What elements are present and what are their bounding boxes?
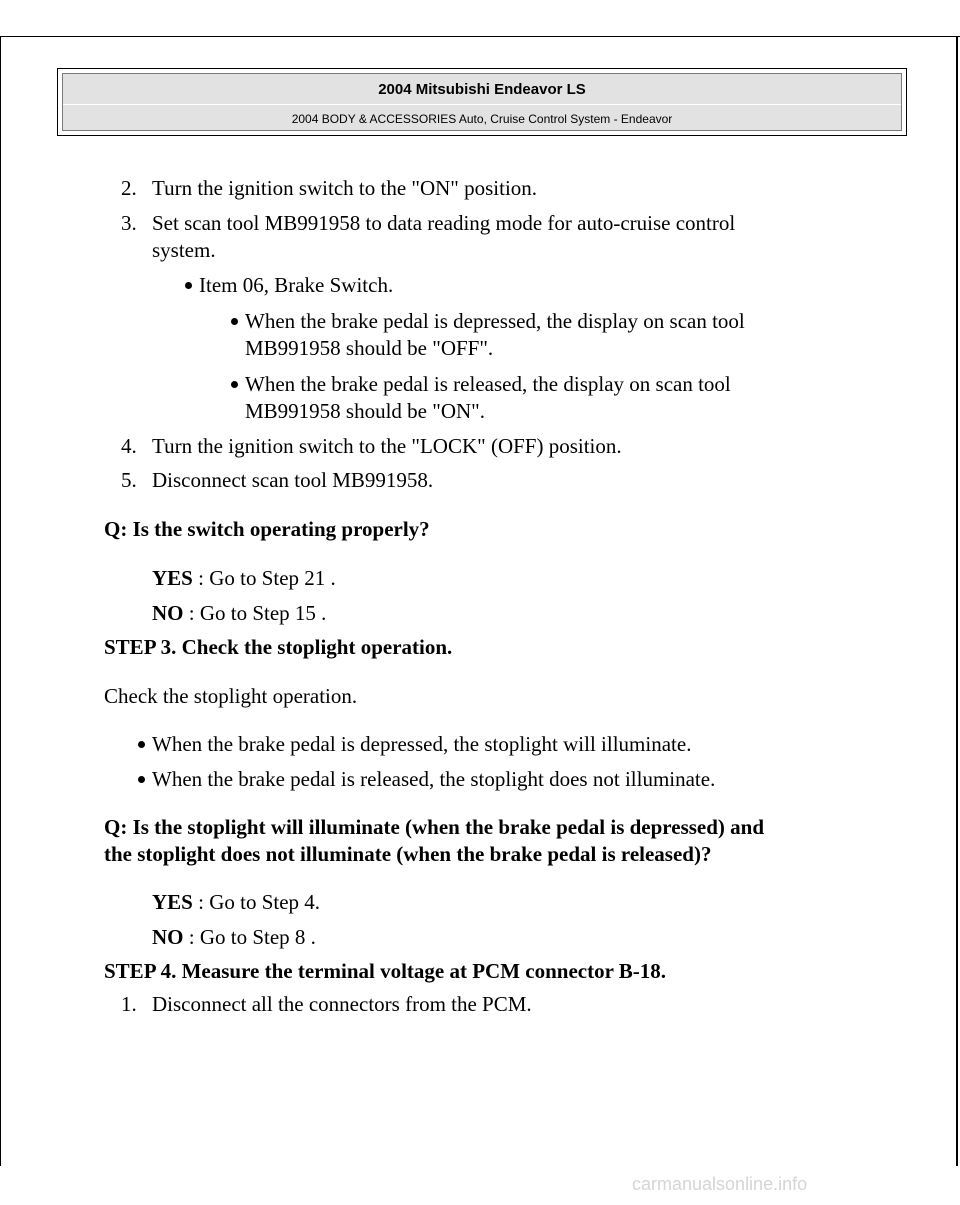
step-text: Turn the ignition switch to the "ON" position. <box>152 176 538 200</box>
answer-text: : Go to Step 4. <box>192 890 321 914</box>
answer-no <box>152 924 316 950</box>
document-header <box>57 68 907 136</box>
watermark: carmanualsonline.info <box>632 1174 808 1194</box>
answer-label: NO <box>152 601 184 625</box>
page-frame-top <box>0 36 960 37</box>
bullet-text: When the brake pedal is depressed, the display on scan tool <box>245 309 745 333</box>
step-number: 4. <box>121 434 137 458</box>
step-text: Set scan tool MB991958 to data reading mode for auto-cruise control <box>152 211 736 235</box>
bullet-icon <box>138 741 145 748</box>
question: Q: Is the stoplight will illuminate (when the brake pedal is depressed) and <box>104 815 765 839</box>
item-heading: Item 06, Brake Switch. <box>199 273 394 297</box>
bullet-icon <box>231 381 238 388</box>
page-frame-right <box>956 36 958 1166</box>
answer-text: : Go to Step 21 . <box>192 566 336 590</box>
answer-yes <box>152 889 320 915</box>
step-text-continued: system. <box>152 238 216 262</box>
step-text: Disconnect scan tool MB991958. <box>152 468 434 492</box>
page-frame-left <box>0 36 1 1166</box>
header-subtitle: 2004 BODY & ACCESSORIES Auto, Cruise Control System - Endeavor <box>291 112 673 126</box>
bullet-icon <box>231 318 238 325</box>
section-heading: STEP 4. Measure the terminal voltage at PCM connector B-18. <box>104 959 667 983</box>
answer-text: : Go to Step 8 . <box>183 925 316 949</box>
step-number: 2. <box>121 176 137 200</box>
bullet-text: When the brake pedal is depressed, the stoplight will illuminate. <box>152 732 692 756</box>
answer-text: : Go to Step 15 . <box>183 601 327 625</box>
bullet-text-continued: MB991958 should be "OFF". <box>245 336 494 360</box>
bullet-text-continued: MB991958 should be "ON". <box>245 399 485 423</box>
step-number: 5. <box>121 468 137 492</box>
header-title: 2004 Mitsubishi Endeavor LS <box>378 81 586 98</box>
bullet-icon <box>185 282 192 289</box>
bullet-icon <box>138 776 145 783</box>
bullet-text: When the brake pedal is released, the display on scan tool <box>245 372 731 396</box>
header-panel <box>62 73 902 131</box>
header-divider <box>63 104 901 105</box>
step-number: 1. <box>121 992 137 1016</box>
answer-no <box>152 600 326 626</box>
step-text: Turn the ignition switch to the "LOCK" (OFF) position. <box>152 434 622 458</box>
section-intro: Check the stoplight operation. <box>104 684 358 708</box>
section-heading: STEP 3. Check the stoplight operation. <box>104 635 453 659</box>
question-continued: the stoplight does not illuminate (when the brake pedal is released)? <box>104 842 712 866</box>
answer-label: NO <box>152 925 184 949</box>
answer-label: YES <box>152 890 193 914</box>
step-text: Disconnect all the connectors from the PCM. <box>152 992 532 1016</box>
answer-yes <box>152 565 336 591</box>
bullet-text: When the brake pedal is released, the stoplight does not illuminate. <box>152 767 716 791</box>
question: Q: Is the switch operating properly? <box>104 517 430 541</box>
answer-label: YES <box>152 566 193 590</box>
step-number: 3. <box>121 211 137 235</box>
